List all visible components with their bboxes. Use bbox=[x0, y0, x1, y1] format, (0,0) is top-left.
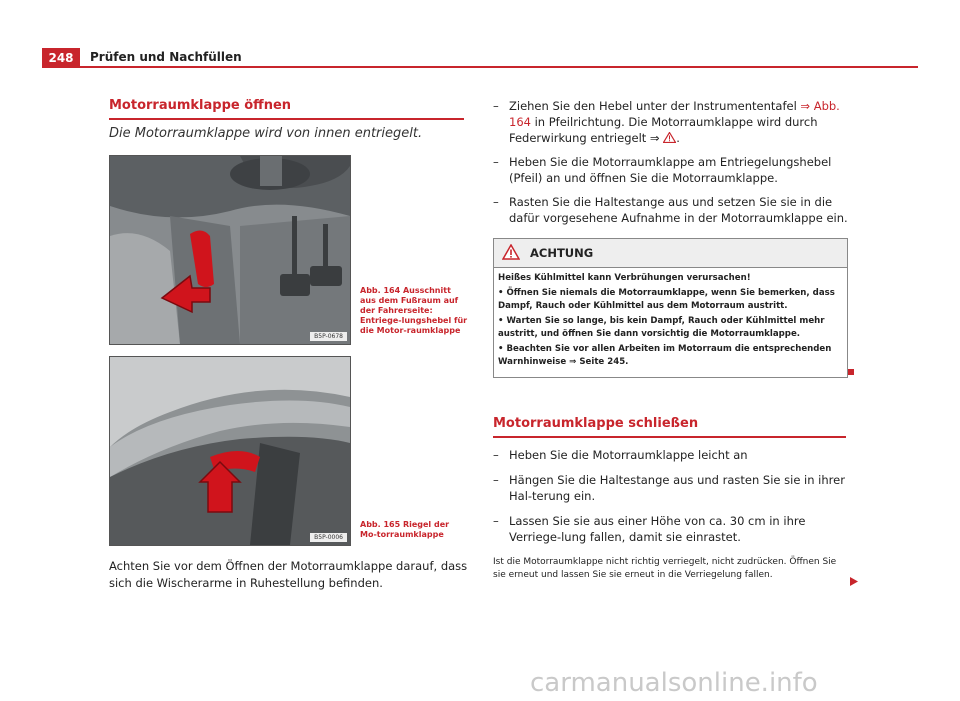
figure-164-footwell bbox=[109, 155, 351, 345]
step3-text: Rasten Sie die Haltestange aus und setzen Sie sie in die dafür vorgesehene Aufnahme in der Motorraumklappe ein. bbox=[509, 195, 848, 225]
figure-165-caption: Abb. 165 Riegel der Mo-torraumklappe bbox=[360, 520, 450, 539]
continue-arrow-icon bbox=[850, 571, 858, 590]
warning-title: ACHTUNG bbox=[530, 246, 594, 260]
figure-164-caption: Abb. 164 Ausschnitt aus dem Fußraum auf der Fahrerseite: Entriege-lungshebel für die Motor-raumklappe bbox=[360, 286, 468, 335]
header-rule bbox=[42, 66, 918, 68]
step-pull-lever: – Ziehen Sie den Hebel unter der Instrumententafel ⇒ Abb. 164 in Pfeilrichtung. Die Motorraumklappe wird durch Federwirkung entriegelt ⇒ . bbox=[493, 99, 840, 145]
header-title: Prüfen und Nachfüllen bbox=[90, 50, 242, 64]
step-prop-rod bbox=[493, 194, 861, 226]
page-number: 248 bbox=[42, 48, 80, 68]
step1-text-before: Ziehen Sie den Hebel unter der Instrumententafel bbox=[509, 99, 801, 113]
close-step2-text: Hängen Sie die Haltestange aus und rasten Sie sie in ihrer Hal-terung ein. bbox=[509, 473, 845, 503]
step-dash: – bbox=[493, 195, 499, 209]
warning-header bbox=[494, 239, 847, 268]
close-step3-text: Lassen Sie sie aus einer Höhe von ca. 30 cm in ihre Verriege-lung fallen, damit sie einrastet. bbox=[509, 514, 806, 544]
section-title-close: Motorraumklappe schließen bbox=[493, 416, 846, 438]
step-dash: – bbox=[493, 155, 499, 169]
warning-box bbox=[493, 238, 848, 378]
latch-note: Ist die Motorraumklappe nicht richtig verriegelt, nicht zudrücken. Öffnen Sie sie erneut und lassen Sie sie erneut in die Verriegelung fallen. bbox=[493, 557, 837, 580]
warning-item-see-page: • Beachten Sie vor allen Arbeiten im Motorraum die entsprechenden Warnhinweise ⇒ Seite 245. bbox=[498, 344, 832, 367]
step-raise-hood bbox=[493, 154, 861, 186]
step2-text: Heben Sie die Motorraumklappe am Entriegelungshebel (Pfeil) an und öffnen Sie die Motorraumklappe. bbox=[509, 155, 832, 185]
step-lift-slightly bbox=[493, 447, 861, 463]
section-end-marker bbox=[848, 369, 854, 375]
figure-165-latch bbox=[109, 356, 351, 546]
figure-164-code: B5P-0678 bbox=[310, 332, 347, 341]
step-dash: – bbox=[493, 473, 499, 487]
step-drop-hood bbox=[493, 513, 861, 545]
warning-item-steam: • Öffnen Sie niemals die Motorraumklappe, wenn Sie bemerken, dass Dampf, Rauch oder Kühlmittel aus dem Motorraum austritt. bbox=[498, 288, 835, 311]
latch-illustration bbox=[110, 357, 350, 545]
section-title-open: Motorraumklappe öffnen bbox=[109, 98, 464, 120]
step-dash: – bbox=[493, 99, 499, 113]
figure-164-link[interactable]: ⇒ Abb. 164 bbox=[509, 99, 840, 129]
warning-triangle-icon[interactable] bbox=[663, 131, 676, 147]
step-dash: – bbox=[493, 514, 499, 528]
close-step1-text: Heben Sie die Motorraumklappe leicht an bbox=[509, 448, 748, 462]
warning-lead: Heißes Kühlmittel kann Verbrühungen verursachen! bbox=[498, 273, 751, 283]
footwell-illustration bbox=[110, 156, 350, 344]
section-subtitle: Die Motorraumklappe wird von innen entriegelt. bbox=[109, 126, 423, 141]
step-dash: – bbox=[493, 448, 499, 462]
watermark: carmanualsonline.info bbox=[530, 668, 818, 698]
warning-icon bbox=[502, 244, 530, 263]
wiper-paragraph: Achten Sie vor dem Öffnen der Motorraumklappe darauf, dass sich die Wischerarme in Ruhestellung befinden. bbox=[109, 559, 468, 590]
figure-165-code: B5P-0006 bbox=[310, 533, 347, 542]
warning-body bbox=[494, 268, 847, 375]
warning-item-wait: • Warten Sie so lange, bis kein Dampf, Rauch oder Kühlmittel mehr austritt, und öffnen Sie dann vorsichtig die Motorraumklappe. bbox=[498, 316, 825, 339]
step-unhook-rod bbox=[493, 472, 861, 504]
step1-text-after: in Pfeilrichtung. Die Motorraumklappe wird durch Federwirkung entriegelt ⇒ bbox=[509, 115, 818, 145]
